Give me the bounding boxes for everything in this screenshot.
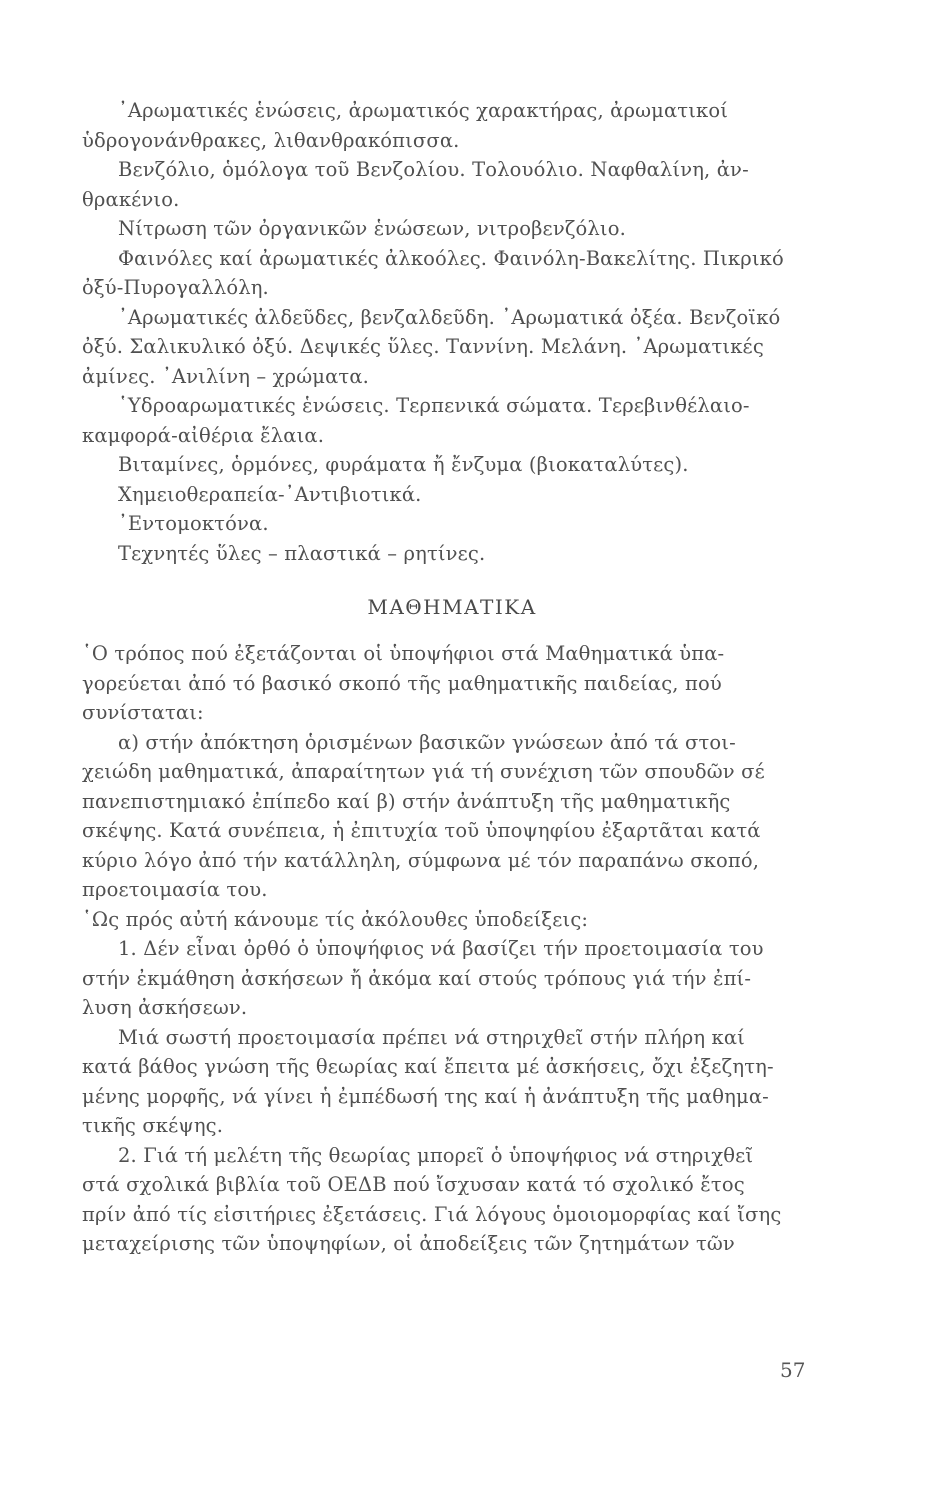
- text-line: ῾Υδροαρωματικές ἑνώσεις. Τερπενικά σώματα. Τερεβινθέλαιο-: [118, 394, 750, 417]
- mathematics-text: [82, 639, 822, 1259]
- text-line: στά σχολικά βιβλία τοῦ ΟΕΔΒ πού ἴσχυσαν κατά τό σχολικό ἔτος: [82, 1173, 745, 1196]
- text-line: κύριο λόγο ἀπό τήν κατάλληλη, σύμφωνα μέ τόν παραπάνω σκοπό,: [82, 848, 760, 872]
- text-line: συνίσταται:: [82, 701, 204, 724]
- text-line: πρίν ἀπό τίς εἰσιτήριες ἐξετάσεις. Γιά λόγους ὁμοιομορφίας καί ἴσης: [82, 1202, 782, 1226]
- text-line: Βενζόλιο, ὁμόλογα τοῦ Βενζολίου. Τολουόλιο. Ναφθαλίνη, ἀν-: [118, 158, 749, 181]
- page-body: [82, 96, 822, 1259]
- text-line: Νίτρωση τῶν ὀργανικῶν ἑνώσεων, νιτροβενζόλιο.: [118, 217, 626, 240]
- text-line: ὀξύ. Σαλικυλικό ὀξύ. Δεψικές ὕλες. Ταννίνη. Μελάνη. ᾽Αρωματικές: [82, 335, 764, 358]
- text-line: θρακένιο.: [82, 187, 180, 211]
- text-line: ᾽Εντομοκτόνα.: [118, 512, 269, 535]
- text-line: πανεπιστημιακό ἐπίπεδο καί β) στήν ἀνάπτυξη τῆς μαθηματικῆς: [82, 789, 731, 813]
- text-line: ὑδρογονάνθρακες, λιθανθρακόπισσα.: [82, 128, 460, 152]
- text-line: ῾Ως πρός αὐτή κάνουμε τίς ἀκόλουθες ὑποδείξεις:: [82, 907, 589, 931]
- text-line: γορεύεται ἀπό τό βασικό σκοπό τῆς μαθηματικῆς παιδείας, πού: [82, 671, 722, 695]
- text-line: μεταχείρισης τῶν ὑποψηφίων, οἱ ἀποδείξεις τῶν ζητημάτων τῶν: [82, 1232, 735, 1255]
- text-line: καμφορά-αἰθέρια ἔλαια.: [82, 423, 325, 447]
- text-line: στήν ἐκμάθηση ἀσκήσεων ἤ ἀκόμα καί στούς τρόπους γιά τήν ἐπί-: [82, 966, 752, 990]
- chemistry-topics-list: [82, 96, 822, 568]
- text-line: Μιά σωστή προετοιμασία πρέπει νά στηριχθεῖ στήν πλήρη καί: [118, 1025, 745, 1049]
- text-line: Φαινόλες καί ἀρωματικές ἀλκοόλες. Φαινόλη-Βακελίτης. Πικρικό: [118, 246, 784, 270]
- text-line: ᾽Αρωματικές ἑνώσεις, ἀρωματικός χαρακτήρας, ἀρωματικοί: [118, 99, 729, 122]
- text-line: λυση ἀσκήσεων.: [82, 996, 248, 1019]
- text-line: προετοιμασία του.: [82, 878, 268, 901]
- text-line: ᾽Αρωματικές ἀλδεῦδες, βενζαλδεῦδη. ᾽Αρωματικά ὀξέα. Βενζοϊκό: [118, 305, 781, 329]
- section-heading: ΜΑΘΗΜΑΤΙΚΑ: [367, 595, 537, 619]
- text-line: Τεχνητές ὕλες – πλαστικά – ρητίνες.: [118, 541, 486, 565]
- text-line: Βιταμίνες, ὁρμόνες, φυράματα ἤ ἔνζυμα (βιοκαταλύτες).: [118, 453, 689, 476]
- text-line: χειώδη μαθηματικά, ἀπαραίτητων γιά τή συνέχιση τῶν σπουδῶν σέ: [82, 760, 765, 783]
- text-line: μένης μορφῆς, νά γίνει ἡ ἐμπέδωσή της καί ἡ ἀνάπτυξη τῆς μαθημα-: [82, 1084, 769, 1108]
- text-line: Χημειοθεραπεία-᾽Αντιβιοτικά.: [118, 482, 422, 506]
- text-line: σκέψης. Κατά συνέπεια, ἡ ἐπιτυχία τοῦ ὑποψηφίου ἐξαρτᾶται κατά: [82, 819, 761, 842]
- text-line: ὀξύ-Πυρογαλλόλη.: [82, 276, 269, 299]
- text-line: α) στήν ἀπόκτηση ὁρισμένων βασικῶν γνώσεων ἀπό τά στοι-: [118, 730, 736, 754]
- page-number: 57: [780, 1358, 806, 1382]
- text-line: 1. Δέν εἶναι ὀρθό ὁ ὑποψήφιος νά βασίζει τήν προετοιμασία του: [118, 937, 764, 960]
- text-line: τικῆς σκέψης.: [82, 1114, 224, 1137]
- text-line: κατά βάθος γνώση τῆς θεωρίας καί ἔπειτα μέ ἀσκήσεις, ὄχι ἐξεζητη-: [82, 1055, 774, 1078]
- text-line: ἀμίνες. ᾽Ανιλίνη – χρώματα.: [82, 364, 370, 388]
- text-line: ῾Ο τρόπος πού ἐξετάζονται οἱ ὑποψήφιοι στά Μαθηματικά ὑπα-: [82, 642, 725, 665]
- text-line: 2. Γιά τή μελέτη τῆς θεωρίας μπορεῖ ὁ ὑποψήφιος νά στηριχθεῖ: [118, 1143, 754, 1167]
